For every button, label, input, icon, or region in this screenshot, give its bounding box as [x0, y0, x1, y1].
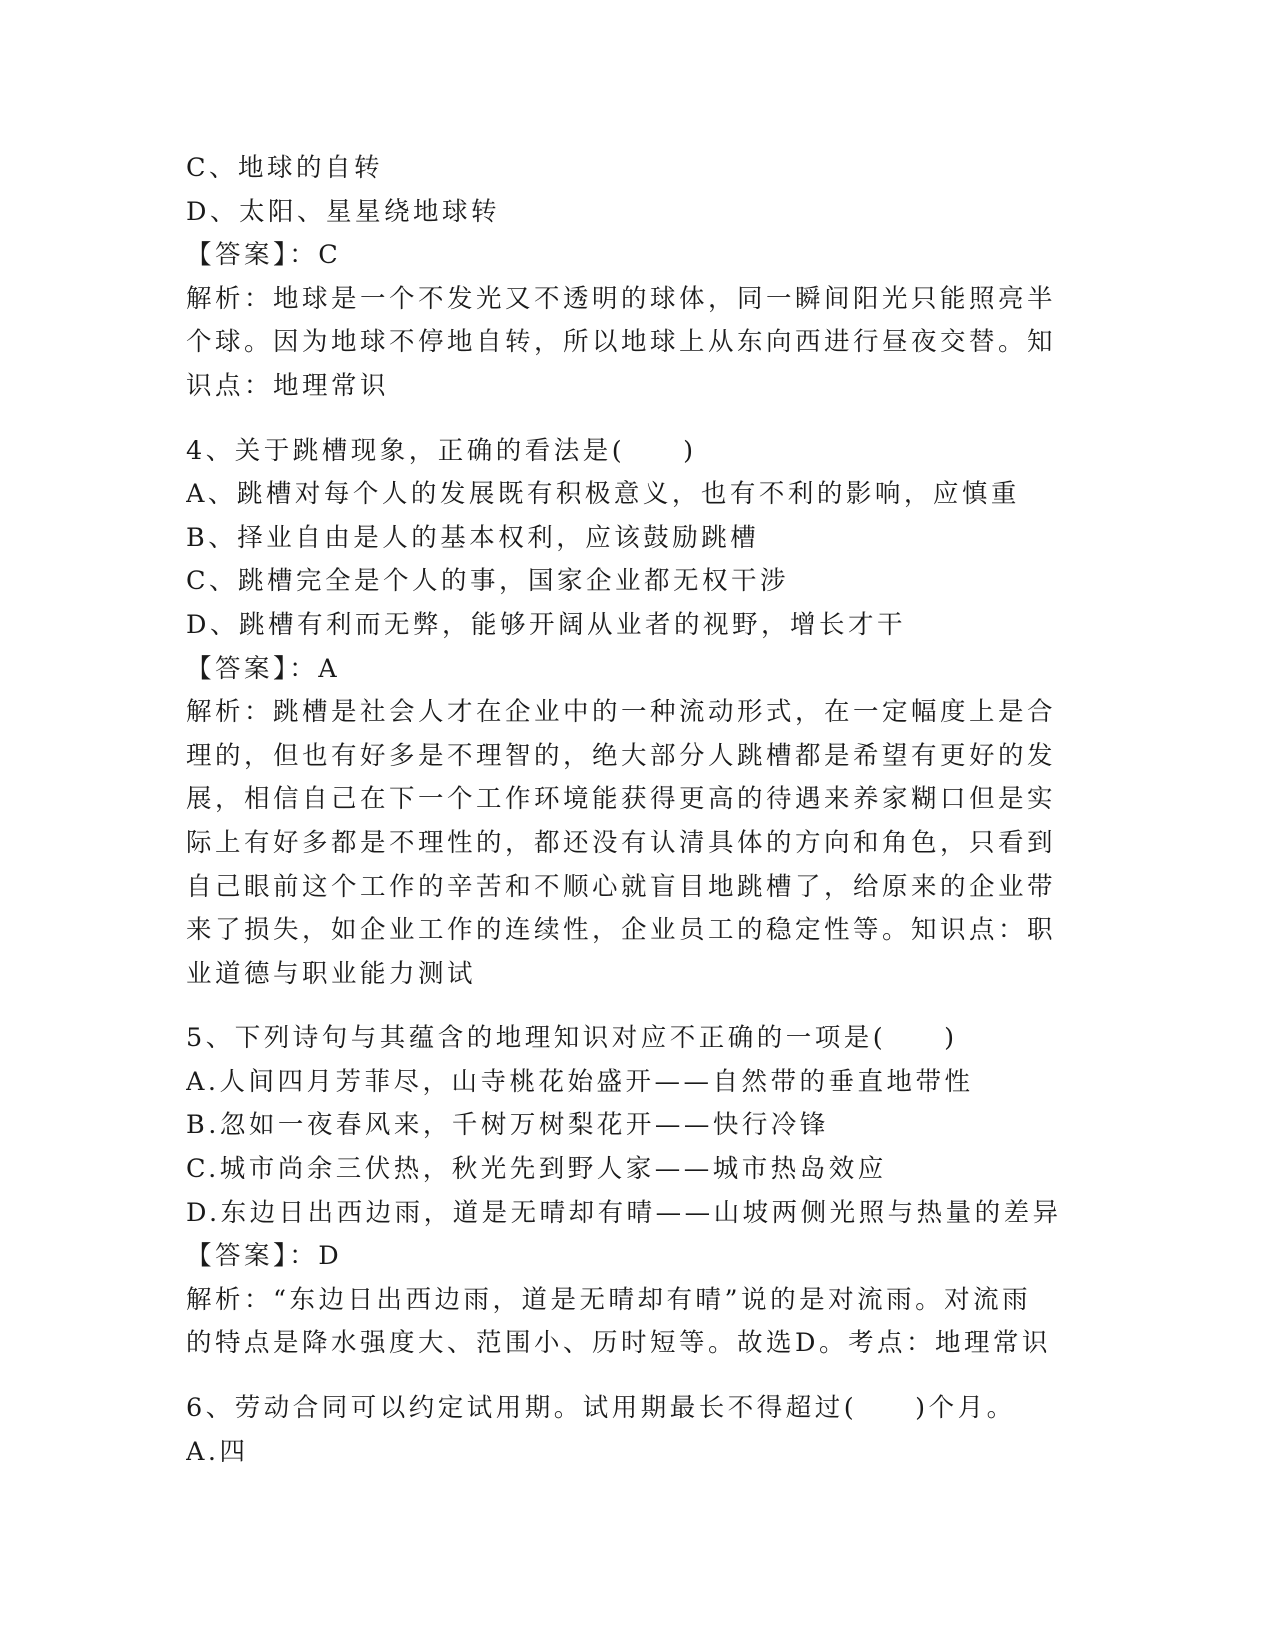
analysis-line: 解析：跳槽是社会人才在企业中的一种流动形式，在一定幅度上是合: [186, 697, 1057, 728]
analysis-line: 自己眼前这个工作的辛苦和不顺心就盲目地跳槽了，给原来的企业带: [186, 871, 1057, 902]
question-spacer: [186, 409, 1066, 430]
option-c: C.城市尚余三伏热，秋光先到野人家——城市热岛效应: [186, 1154, 887, 1185]
option-c: C、跳槽完全是个人的事，国家企业都无权干涉: [186, 566, 790, 597]
option-a: A、跳槽对每个人的发展既有积极意义，也有不利的影响，应慎重: [186, 479, 1020, 510]
question-stem: 6、劳动合同可以约定试用期。试用期最长不得超过( )个月。: [186, 1393, 1016, 1424]
option-c: C、地球的自转: [186, 153, 384, 183]
analysis-line: 解析：地球是一个不发光又不透明的球体，同一瞬间阳光只能照亮半: [186, 283, 1057, 314]
question-stem: 5、下列诗句与其蕴含的地理知识对应不正确的一项是( ): [186, 1023, 958, 1054]
answer-line: 【答案】：D: [186, 1241, 343, 1272]
answer-line: 【答案】：C: [186, 240, 342, 271]
analysis-line: 业道德与职业能力测试: [186, 958, 477, 989]
option-d: D.东边日出西边雨，道是无晴却有晴——山坡两侧光照与热量的差异: [186, 1197, 1062, 1228]
analysis-line: 来了损失，如企业工作的连续性，企业员工的稳定性等。知识点：职: [186, 915, 1057, 946]
answer-line: 【答案】：A: [186, 653, 341, 684]
analysis-line: 展，相信自己在下一个工作环境能获得更高的待遇来养家糊口但是实: [186, 784, 1057, 815]
question-5: [186, 1017, 1066, 1366]
question-4: [186, 430, 1066, 997]
analysis-line: 识点：地理常识: [186, 370, 390, 401]
analysis-line: 的特点是降水强度大、范围小、历时短等。故选D。考点：地理常识: [186, 1328, 1051, 1359]
option-d: D、跳槽有利而无弊，能够开阔从业者的视野，增长才干: [186, 609, 906, 640]
question-3-tail: [186, 147, 1066, 409]
analysis-line: 理的，但也有好多是不理智的，绝大部分人跳槽都是希望有更好的发: [186, 740, 1057, 771]
option-b: B.忽如一夜春风来，千树万树梨花开——快行冷锋: [186, 1110, 829, 1141]
analysis-line: 个球。因为地球不停地自转，所以地球上从东向西进行昼夜交替。知: [186, 327, 1057, 358]
analysis-line: 际上有好多都是不理性的，都还没有认清具体的方向和角色，只看到: [186, 827, 1057, 858]
question-spacer: [186, 1366, 1066, 1387]
question-6: [186, 1387, 1066, 1474]
document-body: [186, 147, 1066, 1474]
question-spacer: [186, 996, 1066, 1017]
option-d: D、太阳、星星绕地球转: [186, 196, 500, 227]
option-a: A.四: [186, 1436, 249, 1467]
analysis-line: 解析：“东边日出西边雨，道是无晴却有晴”说的是对流雨。对流雨: [186, 1284, 1032, 1315]
question-stem: 4、关于跳槽现象，正确的看法是( ): [186, 435, 697, 466]
option-b: B、择业自由是人的基本权利，应该鼓励跳槽: [186, 522, 760, 553]
option-a: A.人间四月芳菲尽，山寺桃花始盛开——自然带的垂直地带性: [186, 1066, 974, 1097]
